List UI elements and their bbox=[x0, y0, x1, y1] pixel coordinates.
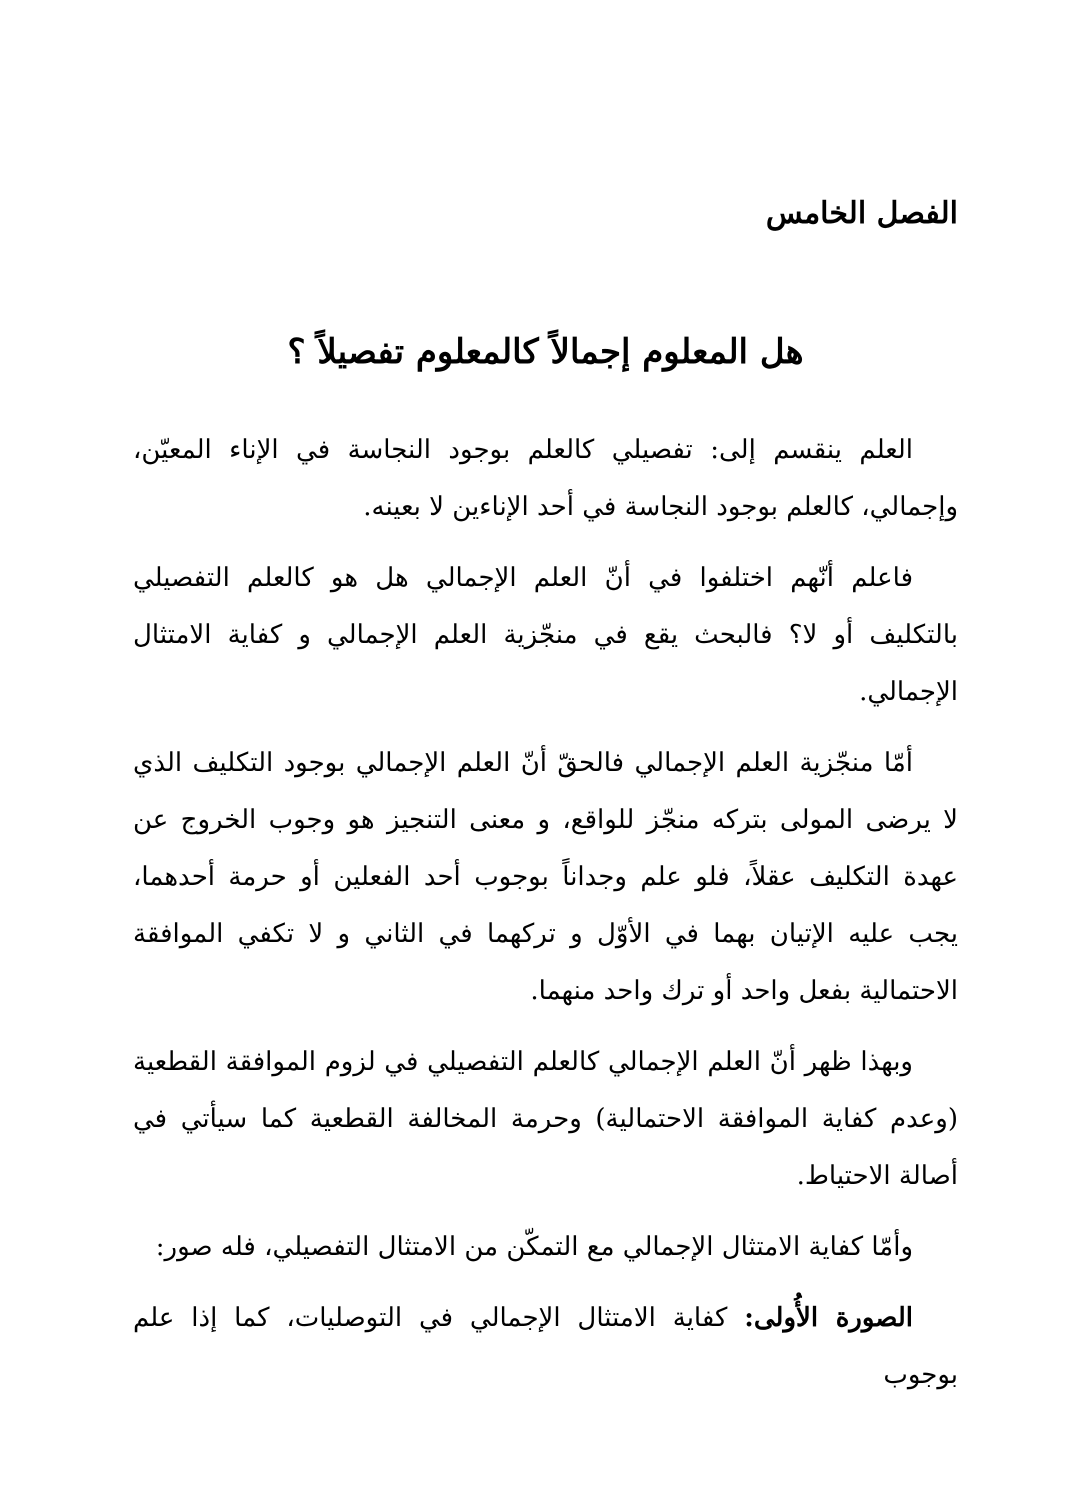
sub-heading: الصورة الأُولى: bbox=[744, 1303, 913, 1333]
paragraph-4: وبهذا ظهر أنّ العلم الإجمالي كالعلم التفصيلي في لزوم الموافقة القطعية (وعدم كفاية الموافقة الاحتمالية) وحرمة المخالفة القطعية كما سيأتي في أصالة الاحتياط. bbox=[133, 1047, 958, 1191]
body-text bbox=[133, 422, 958, 1418]
paragraph-5: وأمّا كفاية الامتثال الإجمالي مع التمكّن من الامتثال التفصيلي، فله صور: bbox=[155, 1232, 913, 1262]
paragraph-6-text: كفاية الامتثال الإجمالي في التوصليات، كما إذا علم بوجوب bbox=[133, 1303, 958, 1390]
paragraph-2: فاعلم أنّهم اختلفوا في أنّ العلم الإجمالي هل هو كالعلم التفصيلي بالتكليف أو لا؟ فالبحث يقع في منجّزية العلم الإجمالي و كفاية الامتثال الإجمالي. bbox=[133, 563, 958, 707]
paragraph-6 bbox=[133, 1290, 958, 1404]
chapter-label: الفصل الخامس bbox=[765, 196, 958, 231]
page-title: هل المعلوم إجمالاً كالمعلوم تفصيلاً ؟ bbox=[287, 332, 804, 372]
paragraph-1: العلم ينقسم إلى: تفصيلي كالعلم بوجود النجاسة في الإناء المعيّن، وإجمالي، كالعلم بوجود النجاسة في أحد الإناءين لا بعينه. bbox=[133, 435, 958, 522]
paragraph-3: أمّا منجّزية العلم الإجمالي فالحقّ أنّ العلم الإجمالي بوجود التكليف الذي لا يرضى المولى بتركه منجّز للواقع، و معنى التنجيز هو وجوب الخروج عن عهدة التكليف عقلاً، فلو علم وجداناً بوجوب أحد الفعلين أو حرمة أحدهما، يجب عليه الإتيان بهما في الأوّل و تركهما في الثاني و لا تكفي الموافقة الاحتمالية بفعل واحد أو ترك واحد منهما. bbox=[133, 748, 958, 1006]
